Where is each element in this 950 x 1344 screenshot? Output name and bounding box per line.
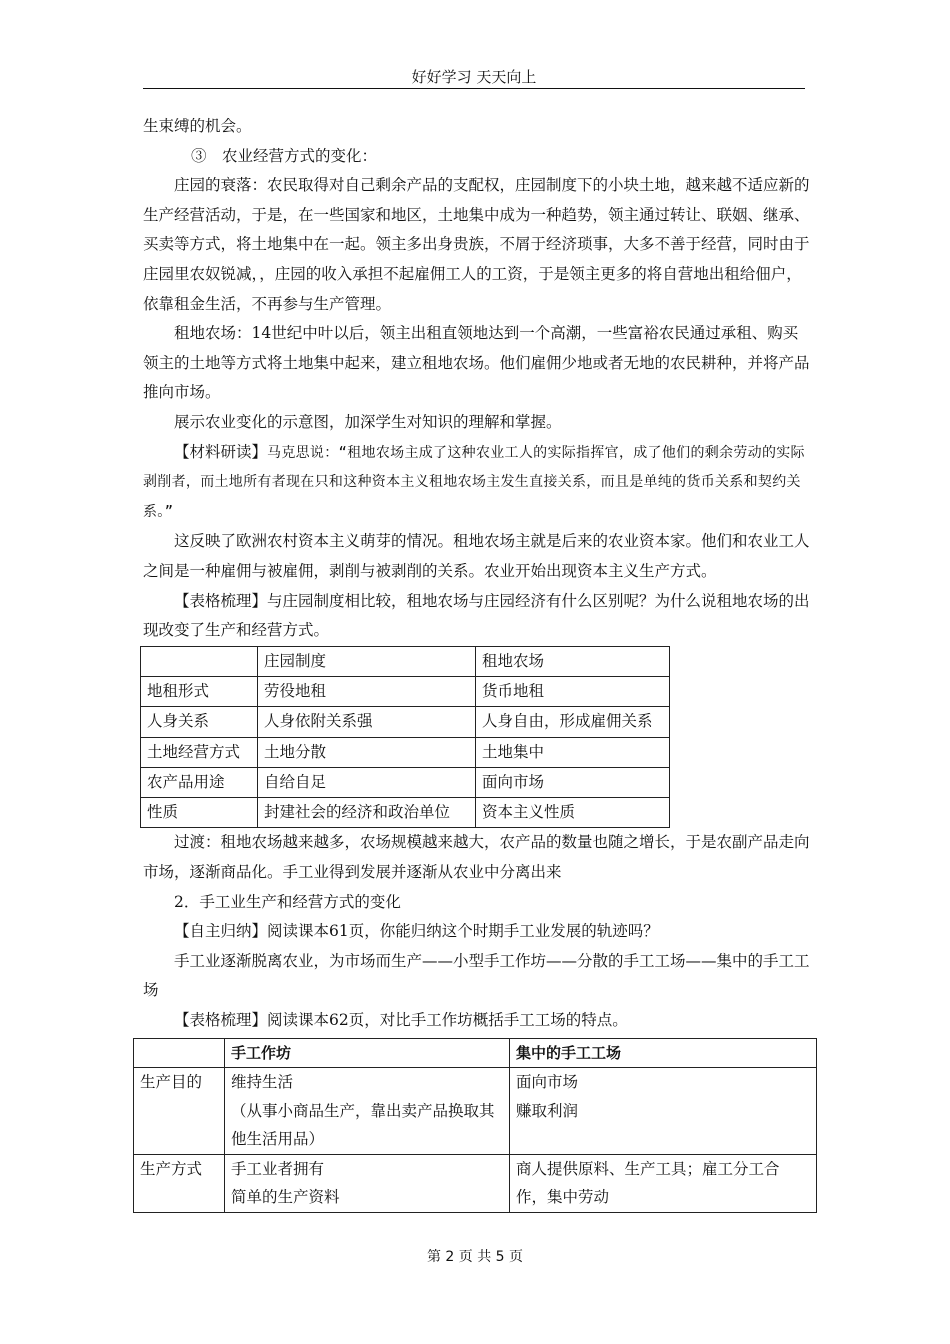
table-row <box>134 1154 817 1212</box>
cell-line: （从事小商品生产，靠出卖产品换取其他生活用品） <box>231 1101 495 1149</box>
table-cell: 土地集中 <box>476 737 670 767</box>
paragraph: 手工业逐渐脱离农业，为市场而生产——小型手工作坊——分散的手工工场——集中的手工工场 <box>143 951 810 1000</box>
table-cell: 生产目的 <box>134 1068 225 1155</box>
paragraph: 生束缚的机会。 <box>143 117 252 135</box>
page-header: 好好学习 天天向上 <box>143 66 805 89</box>
table-cell <box>141 646 258 676</box>
page-footer: 第 2 页 共 5 页 <box>426 1249 524 1265</box>
table-cell: 人身自由，形成雇佣关系 <box>476 707 670 737</box>
comparison-table-farm <box>140 646 670 829</box>
cell-line: 面向市场 <box>516 1073 579 1092</box>
material-quote <box>143 438 811 528</box>
paragraph: 展示农业变化的示意图，加深学生对知识的理解和掌握。 <box>174 412 562 431</box>
paragraph: 【表格梳理】阅读课本62页，对比手工作坊概括手工工场的特点。 <box>174 1011 628 1030</box>
table-cell: 手工作坊 <box>225 1038 510 1068</box>
section-heading: ③ 农业经营方式的变化： <box>191 146 378 165</box>
table-cell: 性质 <box>141 798 258 828</box>
paragraph: 【表格梳理】与庄园制度相比较，租地农场与庄园经济有什么区别呢？为什么说租地农场的出现改变了生产和经营方式。 <box>143 591 810 640</box>
cell-line: 手工业者拥有 <box>231 1159 325 1178</box>
comparison-table-workshop <box>133 1038 817 1213</box>
table-cell: 封建社会的经济和政治单位 <box>258 798 476 828</box>
cell-line: 赚取利润 <box>516 1101 579 1120</box>
table-cell: 货币地租 <box>476 676 670 706</box>
table-cell <box>225 1068 510 1155</box>
table-cell: 人身依附关系强 <box>258 707 476 737</box>
table-cell <box>510 1154 817 1212</box>
table-cell: 面向市场 <box>476 767 670 797</box>
document-body <box>140 112 811 1213</box>
table-cell: 自给自足 <box>258 767 476 797</box>
quote-lead: 【材料研读】 <box>174 442 268 461</box>
table-row <box>141 737 670 767</box>
paragraph: 过渡：租地农场越来越多，农场规模越来越大，农产品的数量也随之增长，于是农副产品走向市场，逐渐商品化。手工业得到发展并逐渐从农业中分离出来 <box>143 833 810 882</box>
table-row <box>141 676 670 706</box>
cell-line: 简单的生产资料 <box>231 1188 340 1207</box>
paragraph: 庄园的衰落：农民取得对自己剩余产品的支配权，庄园制度下的小块土地，越来越不适应新的生产经营活动，于是，在一些国家和地区，土地集中成为一种趋势，领主通过转让、联姻、继承、买卖等方式，将土地集中在一起。领主多出身贵族，不屑于经济琐事，大多不善于经营，同时由于庄园里农奴锐减，，庄园的收入承担不起雇佣工人的工资，于是领主更多的将自营地出租给佃户，依靠租金生活，不再参与生产管理。 <box>143 176 810 313</box>
table-cell: 集中的手工工场 <box>510 1038 817 1068</box>
table-header-row <box>134 1038 817 1068</box>
table-cell <box>134 1038 225 1068</box>
table-cell: 地租形式 <box>141 676 258 706</box>
paragraph: 这反映了欧洲农村资本主义萌芽的情况。租地农场主就是后来的农业资本家。他们和农业工人之间是一种雇佣与被雇佣，剥削与被剥削的关系。农业开始出现资本主义生产方式。 <box>143 532 810 580</box>
table-cell: 庄园制度 <box>258 646 476 676</box>
table-cell: 租地农场 <box>476 646 670 676</box>
table-header-row <box>141 646 670 676</box>
table-cell: 劳役地租 <box>258 676 476 706</box>
table-cell: 农产品用途 <box>141 767 258 797</box>
paragraph: 租地农场：14世纪中叶以后，领主出租直领地达到一个高潮，一些富裕农民通过承租、购买领主的土地等方式将土地集中起来，建立租地农场。他们雇佣少地或者无地的农民耕种，并将产品推向市场。 <box>143 324 810 402</box>
table-row <box>141 767 670 797</box>
table-row <box>141 798 670 828</box>
section-heading: 2．手工业生产和经营方式的变化 <box>174 892 401 911</box>
table-row <box>141 707 670 737</box>
table-cell: 土地经营方式 <box>141 737 258 767</box>
cell-line: 商人提供原料、生产工具；雇工分工合作，集中劳动 <box>516 1159 780 1207</box>
paragraph: 【自主归纳】阅读课本61页，你能归纳这个时期手工业发展的轨迹吗？ <box>174 922 659 941</box>
table-cell: 生产方式 <box>134 1154 225 1212</box>
table-cell <box>225 1154 510 1212</box>
table-row <box>134 1068 817 1155</box>
quote-text: 马克思说：“租地农场主成了这种农业工人的实际指挥官，成了他们的剩余劳动的实际剥削者，而土地所有者现在只和这种资本主义租地农场主发生直接关系，而且是单纯的货币关系和契约关系。” <box>143 444 805 520</box>
table-cell: 土地分散 <box>258 737 476 767</box>
cell-line: 维持生活 <box>231 1073 294 1092</box>
table-cell: 人身关系 <box>141 707 258 737</box>
table-cell: 资本主义性质 <box>476 798 670 828</box>
table-cell <box>510 1068 817 1155</box>
